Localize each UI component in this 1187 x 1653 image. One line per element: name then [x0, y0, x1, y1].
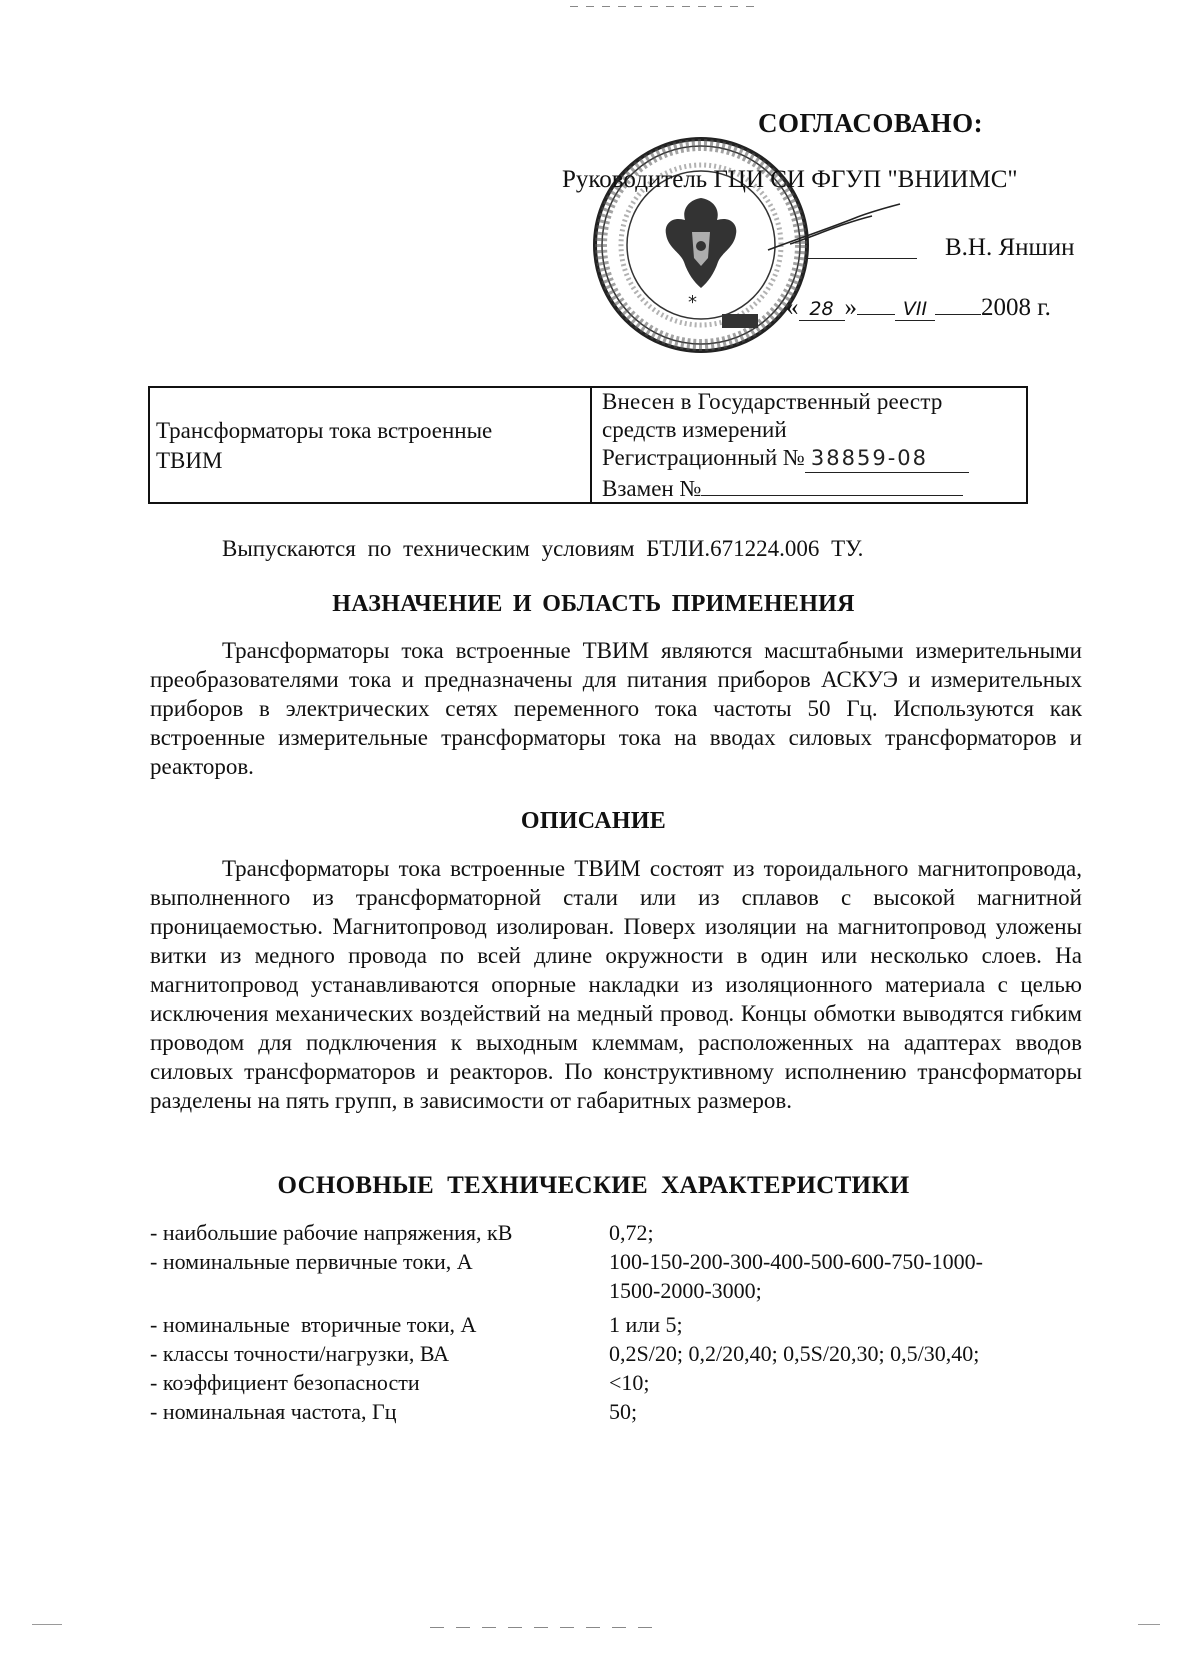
replacement-label: Взамен № [602, 476, 702, 501]
char-value-3: 1 или 5; [609, 1312, 683, 1337]
char-value-0: 0,72; [609, 1220, 654, 1245]
reg-label: Регистрационный № [602, 445, 805, 470]
char-value-2: 1500-2000-3000; [609, 1278, 762, 1303]
char-value-1: 100-150-200-300-400-500-600-750-1000- [609, 1249, 983, 1274]
approval-title: СОГЛАСОВАНО: [758, 108, 984, 138]
spec-line: Выпускаются по техническим условиям БТЛИ.671224.006 ТУ. [222, 536, 864, 561]
char-value-6: 50; [609, 1399, 638, 1424]
scan-artifact-bottom-mid [430, 1627, 660, 1628]
char-label-0: - наибольшие рабочие напряжения, кВ [150, 1220, 513, 1245]
product-name-line2: ТВИМ [156, 448, 223, 473]
product-name-cell [150, 388, 592, 502]
svg-text:*: * [688, 292, 697, 313]
char-value-5: <10; [609, 1370, 650, 1395]
reg-number: 38859-08 [805, 444, 969, 473]
specs-heading: ОСНОВНЫЕ ТЕХНИЧЕСКИЕ ХАРАКТЕРИСТИКИ [277, 1172, 910, 1199]
char-label-4: - классы точности/нагрузки, ВА [150, 1341, 450, 1366]
date-day: 28 [799, 298, 845, 321]
signature-icon [760, 198, 910, 258]
scan-artifact-bottom-right [1138, 1624, 1160, 1625]
registry-line1: Внесен в Государственный реестр [602, 389, 943, 414]
char-label-1: - номинальные первичные токи, А [150, 1249, 473, 1274]
description-paragraph: Трансформаторы тока встроенные ТВИМ состоят из тороидального магнитопровода, выполненного из трансформаторной стали или из сплавов с высокой магнитной проницаемостью. Магнитопровод изолирован. Поверх изоляции на магнитопровод уложены витки из медного провода по всей длине окружности в один или несколько слоев. На магнитопровод устанавливаются опорные накладки из изоляционного материала с целью исключения механических воздействий на медный провод. Концы обмотки выводятся гибким проводом для подключения к выходным клеммам, расположенных на адаптерах вводов силовых трансформаторов и реакторов. По конструктивному исполнению трансформаторы разделены на пять групп, в зависимости от габаритных размеров. [150, 856, 1082, 1113]
date-month: VII [895, 298, 935, 321]
char-label-3: - номинальные вторичные токи, А [150, 1312, 477, 1337]
date-year: 2008 г. [981, 294, 1051, 321]
replacement-row [602, 473, 1018, 503]
registry-line2: средств измерений [602, 417, 787, 442]
product-name-line1: Трансформаторы тока встроенные [156, 418, 493, 443]
registry-table [148, 386, 1028, 504]
purpose-paragraph: Трансформаторы тока встроенные ТВИМ являются масштабными измерительными преобразователями тока и предназначены для питания приборов АСКУЭ и измерительных приборов в электрических сетях переменного тока частоты 50 Гц. Используются как встроенные измерительные трансформаторы тока на вводах силовых трансформаторов и реакторов. [150, 638, 1082, 779]
approval-name: В.Н. Яншин [945, 234, 1075, 261]
replacement-field [701, 473, 963, 496]
char-value-4: 0,2S/20; 0,2/20,40; 0,5S/20,30; 0,5/30,40; [609, 1341, 980, 1366]
purpose-heading: НАЗНАЧЕНИЕ И ОБЛАСТЬ ПРИМЕНЕНИЯ [332, 591, 855, 617]
char-label-5: - коэффициент безопасности [150, 1370, 420, 1395]
registry-number-row [602, 444, 1018, 473]
char-label-6: - номинальная частота, Гц [150, 1399, 397, 1424]
registry-cell [592, 388, 1026, 502]
approval-date: « 28 » VII 2008 г. [786, 294, 1051, 321]
description-heading: ОПИСАНИЕ [520, 808, 667, 834]
scan-artifact-bottom-left [32, 1624, 62, 1625]
scan-artifact-top [570, 6, 760, 7]
approval-position: Руководитель ГЦИ СИ ФГУП "ВНИИМС" [562, 166, 1018, 193]
signature-line [805, 258, 917, 259]
